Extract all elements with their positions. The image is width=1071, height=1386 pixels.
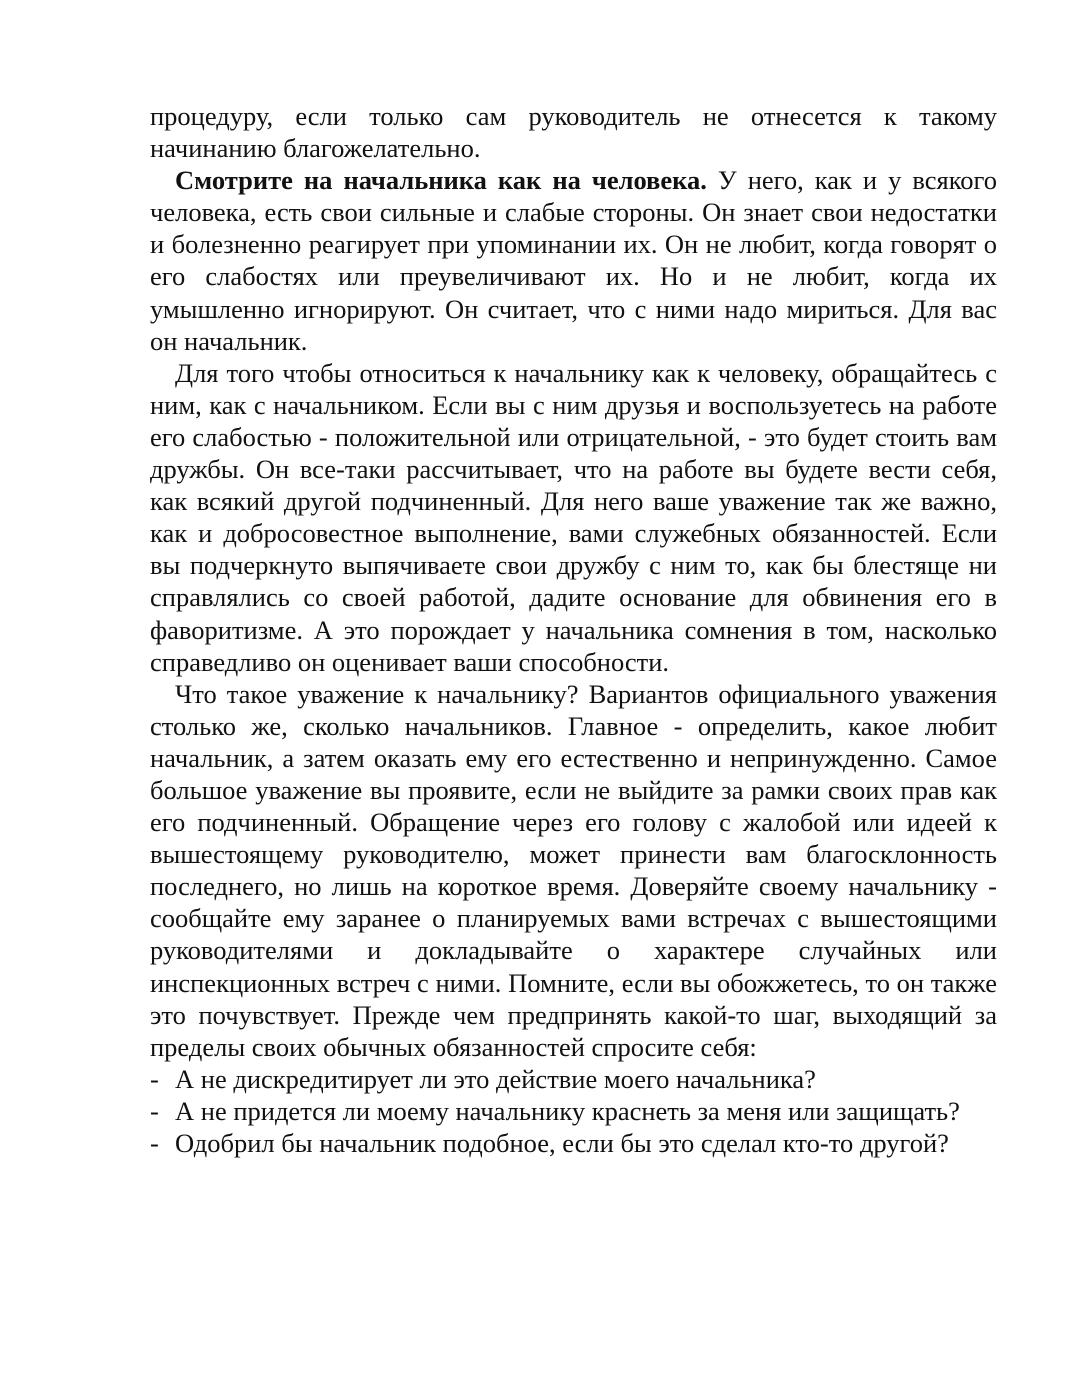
dash-marker: - xyxy=(150,1063,159,1094)
list-item xyxy=(150,1127,997,1159)
paragraph-body: У него, как и у всякого человека, есть свои сильные и слабые стороны. Он знает свои недостатки и болезненно реагирует при упоминании их. Он не любит, когда говорят о его слабостях или преувеличивают их. Но и не любит, когда их умышленно игнорируют. Он считает, что с ними надо мириться. Для вас он начальник. xyxy=(150,165,997,356)
list-item-text: А не дискредитирует ли это действие моего начальника? xyxy=(175,1063,816,1094)
paragraph-continuation: процедуру, если только сам руководитель не отнесется к такому начинанию благожелательно. xyxy=(150,101,997,164)
document-page xyxy=(150,100,997,1159)
list-item-text: Одобрил бы начальник подобное, если бы это сделал кто-то другой? xyxy=(175,1128,949,1158)
paragraph-respect: Что такое уважение к начальнику? Вариантов официального уважения столько же, сколько начальников. Главное - определить, какое любит начальник, а затем оказать ему его естественно и непринужденно. Самое большое уважение вы проявите, если не выйдите за рамки своих прав как его подчиненный. Обращение через его голову с жалобой или идеей к вышестоящему руководителю, может принести вам благосклонность последнего, но лишь на короткое время. Доверяйте своему начальнику - сообщайте ему заранее о планируемых вами встречах с вышестоящими руководителями и докладывайте о характере случайных или инспекционных встреч с ними. Помните, если вы обожжетесь, то он также это почувствует. Прежде чем предпринять какой-то шаг, выходящий за пределы своих обычных обязанностей спросите себя: xyxy=(150,678,997,1062)
paragraph-friendship: Для того чтобы относиться к начальнику как к человеку, обращайтесь с ним, как с начальником. Если вы с ним друзья и воспользуетесь на работе его слабостью - положительной или отрицательной, - это будет стоить вам дружбы. Он все-таки рассчитывает, что на работе вы будете вести себя, как всякий другой подчиненный. Для него ваше уважение так же важно, как и добросовестное выполнение, вами служебных обязанностей. Если вы подчеркнуто выпячиваете свои дружбу с ним то, как бы блестяще ни справлялись со своей работой, дадите основание для обвинения его в фаворитизме. А это порождает у начальника сомнения в том, насколько справедливо он оценивает ваши способности. xyxy=(150,357,997,677)
dash-marker: - xyxy=(150,1128,159,1158)
list-item xyxy=(150,1095,997,1127)
list-item xyxy=(150,1063,997,1095)
list-item-text: А не придется ли моему начальнику краснеть за меня или защищать? xyxy=(175,1095,960,1126)
dash-marker: - xyxy=(150,1095,159,1126)
paragraph-lead-bold: Смотрите на начальника как на человека. xyxy=(175,165,707,196)
question-list xyxy=(150,1063,997,1159)
paragraph-boss-as-person xyxy=(150,164,997,357)
